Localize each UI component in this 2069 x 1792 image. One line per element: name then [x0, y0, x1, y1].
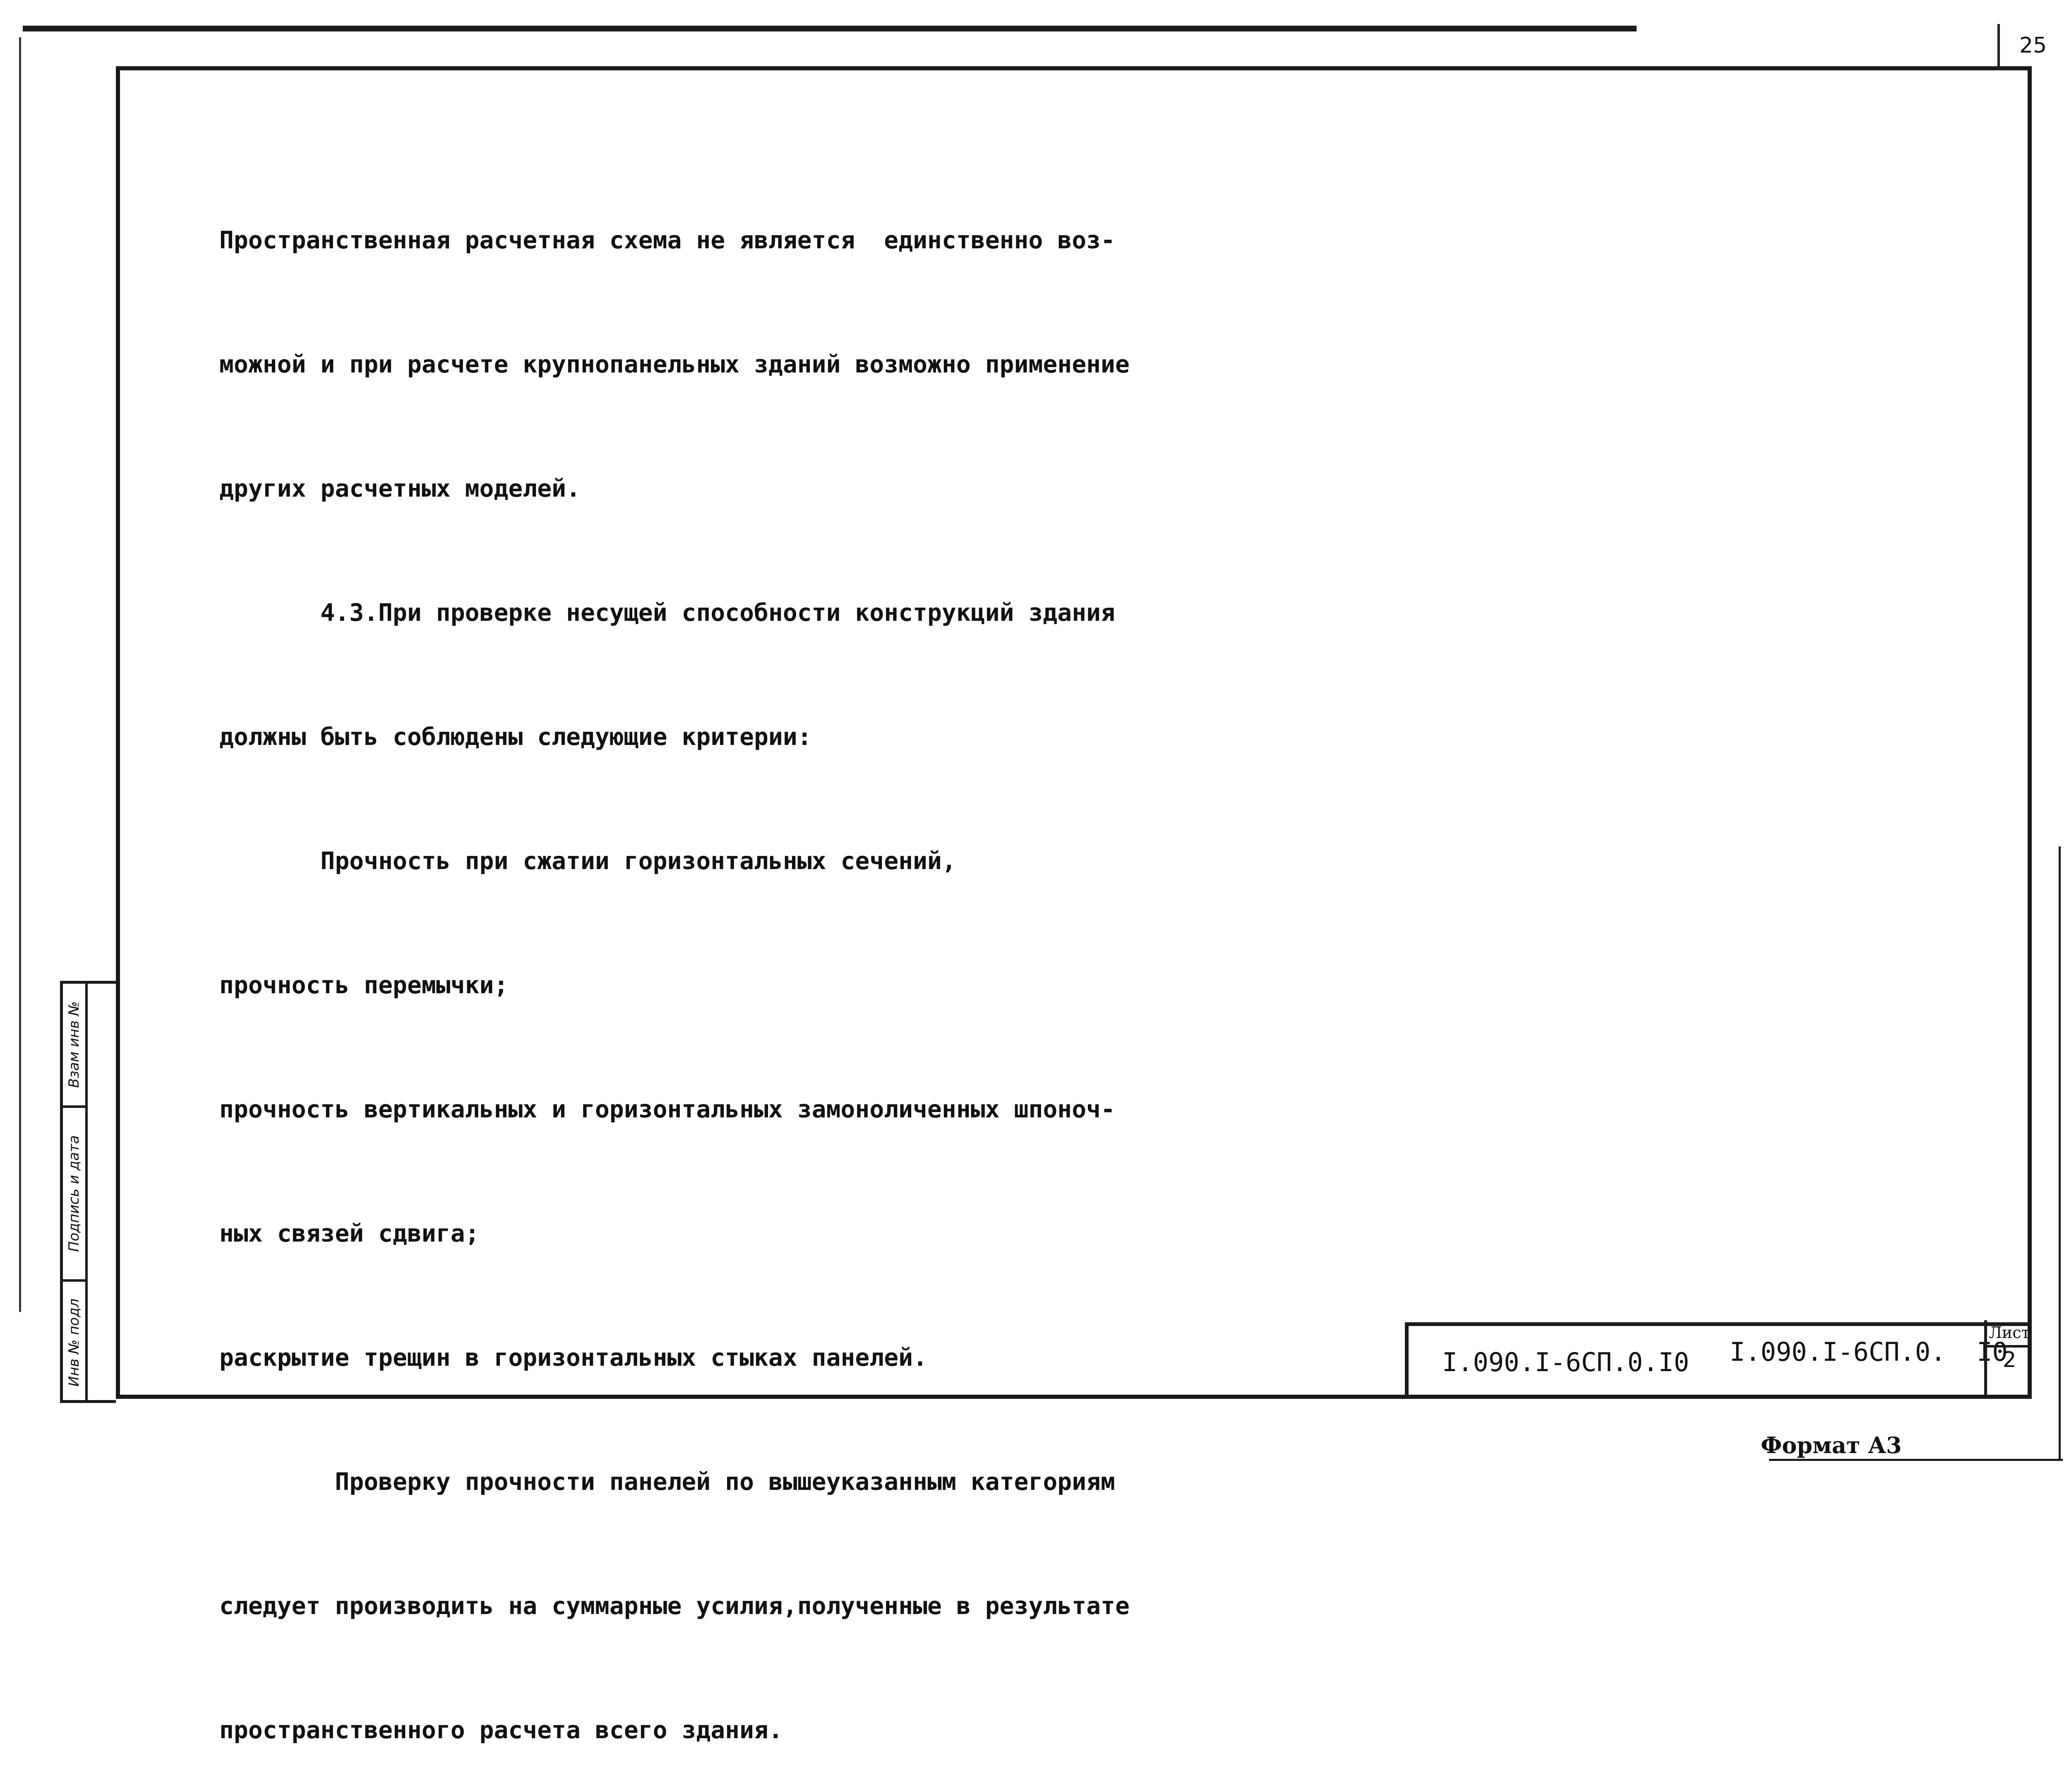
side-stamp	[60, 981, 116, 1403]
document-body	[219, 137, 1254, 1792]
sheet-number: 2	[2002, 1348, 2016, 1372]
format-border-right	[2059, 846, 2061, 1461]
sheet-box	[1984, 1320, 2032, 1399]
body-line: пространственного расчета всего здания.	[219, 1716, 783, 1744]
document-code-left: I.090.I-6СП.0.I0	[1442, 1347, 1690, 1377]
stamp-label: Подпись и дата	[66, 1135, 82, 1252]
body-line: следует производить на суммарные усилия,полученные в результате	[219, 1592, 1130, 1620]
body-line: Проверку прочности панелей по вышеуказанным категориям	[219, 1468, 1115, 1496]
stamp-cell-signature-date	[63, 1108, 88, 1282]
scan-left-edge	[19, 37, 21, 1312]
stamp-cell-original-inv	[63, 1282, 88, 1403]
format-label: Формат А3	[1761, 1432, 1902, 1458]
body-line: прочность вертикальных и горизонтальных замоноличенных шпоноч-	[219, 1095, 1115, 1123]
body-line: ных связей сдвига;	[219, 1219, 480, 1247]
stamp-label: Взам инв №	[66, 1001, 82, 1088]
body-line: Пространственная расчетная схема не является единственно воз-	[219, 226, 1115, 254]
page-number: 25	[2019, 33, 2047, 58]
body-line: можной и при расчете крупнопанельных зданий возможно применение	[219, 350, 1130, 378]
sheet-label: Лист	[1987, 1320, 2032, 1348]
body-line: 4.3.При проверке несущей способности конструкций здания	[219, 598, 1115, 627]
format-border-bottom	[1769, 1459, 2063, 1461]
body-line: других расчетных моделей.	[219, 474, 581, 502]
stamp-cell-replacement-inv	[63, 984, 88, 1108]
document-code-right: I.090.I-6СП.0. I0	[1730, 1337, 2008, 1367]
body-line: прочность перемычки;	[219, 971, 509, 999]
body-line: раскрытие трещин в горизонтальных стыках панелей.	[219, 1343, 928, 1372]
scan-top-edge	[23, 26, 1637, 31]
stamp-label: Инв № подл	[66, 1298, 82, 1386]
body-line: Прочность при сжатии горизонтальных сечений,	[219, 847, 956, 875]
body-line: должны быть соблюдены следующие критерии:	[219, 723, 812, 751]
